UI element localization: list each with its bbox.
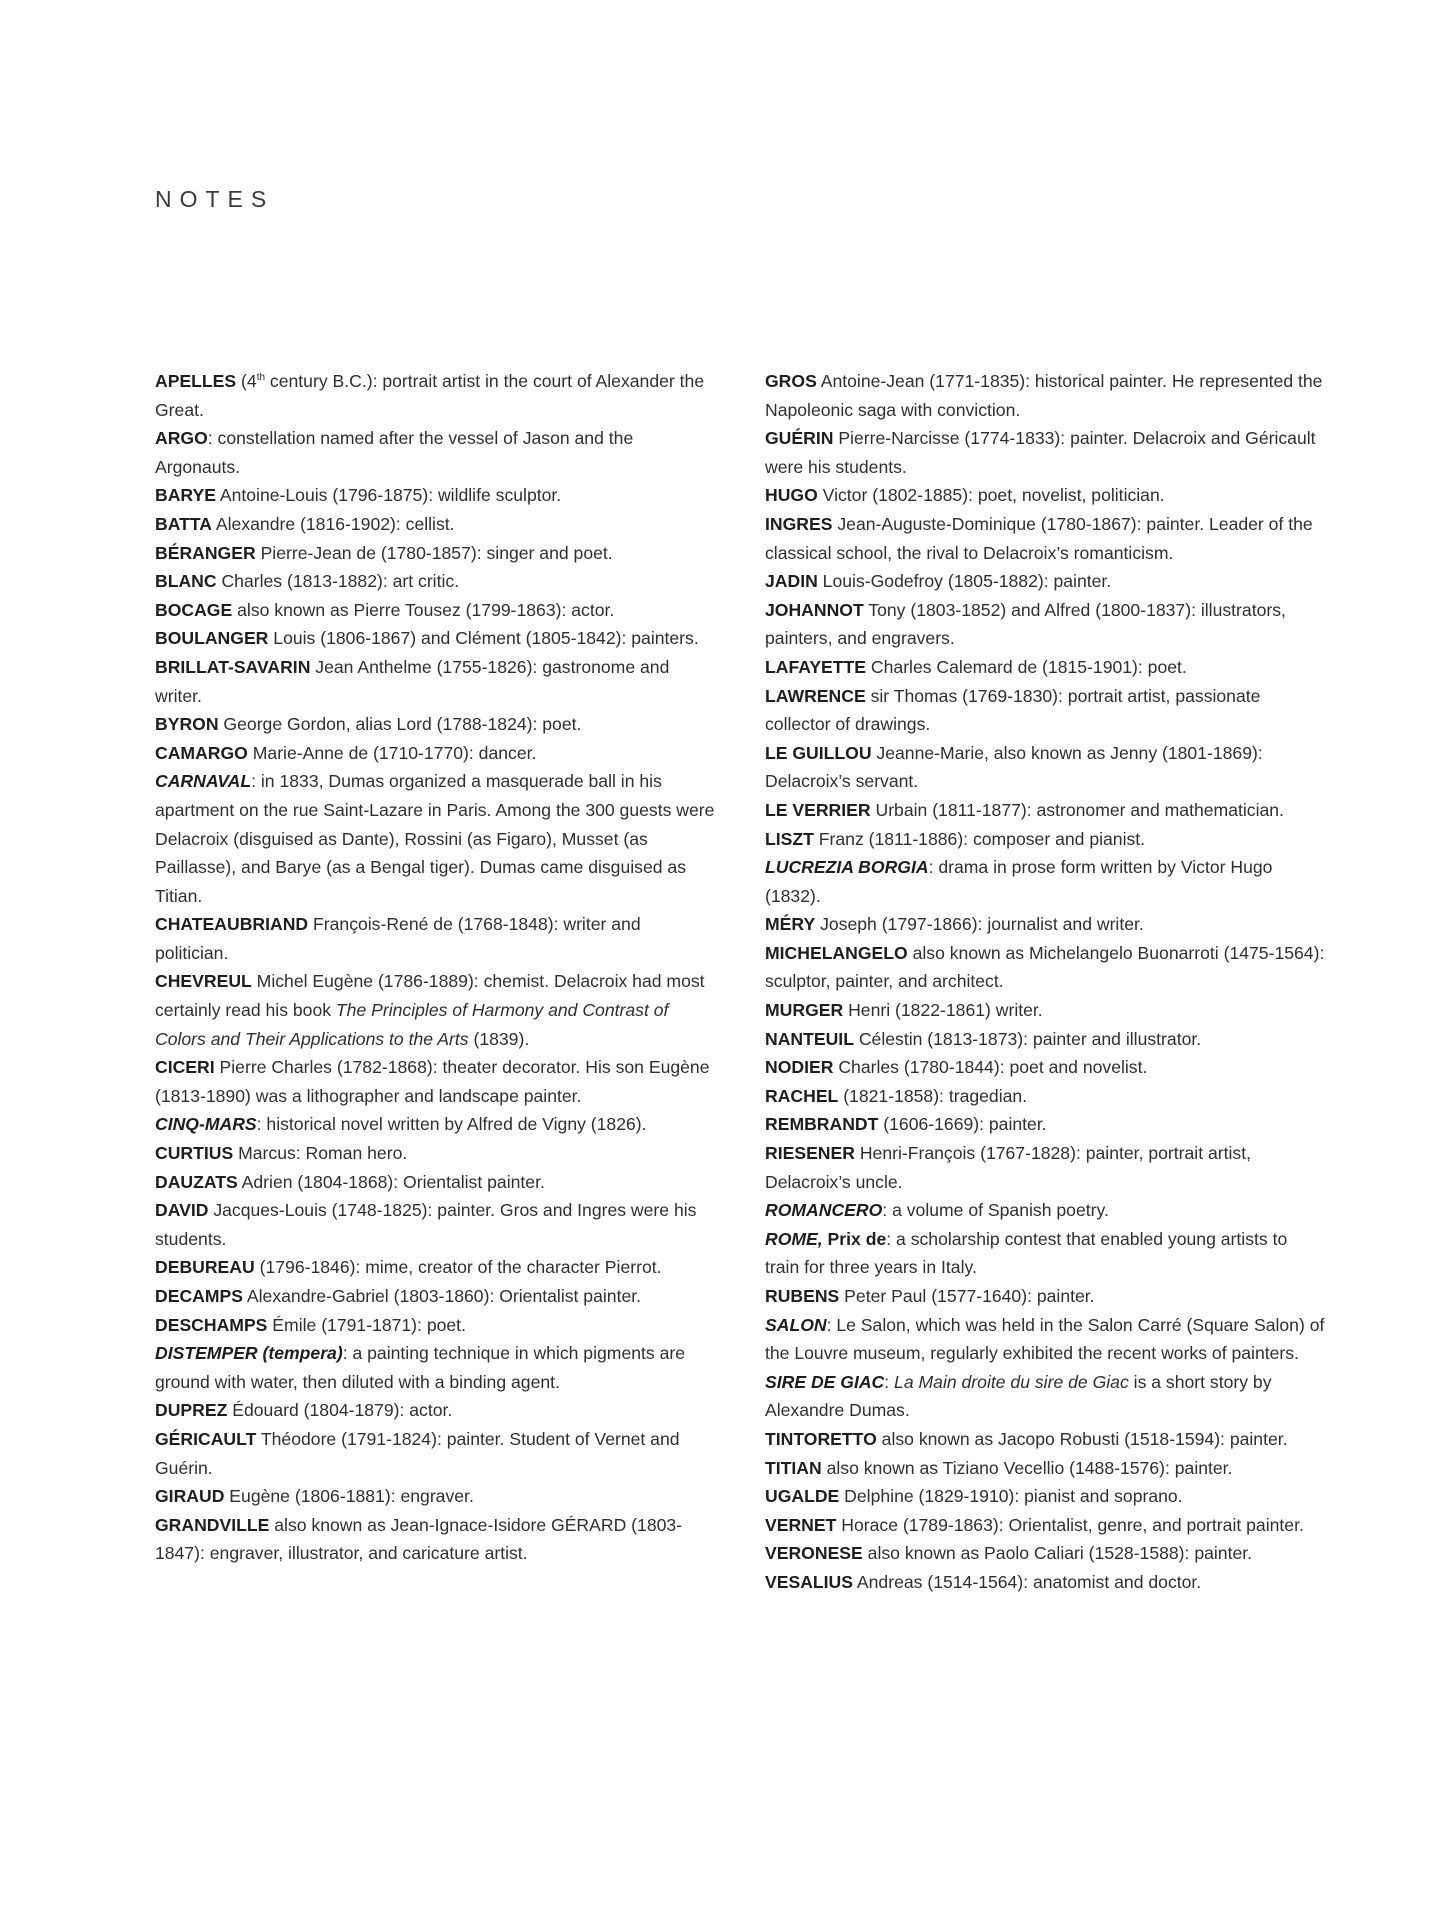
- note-term: BLANC: [155, 571, 217, 592]
- note-text: (1839).: [468, 1028, 530, 1049]
- note-text: Victor (1802-1885): poet, novelist, politician.: [817, 485, 1165, 506]
- note-term: BÉRANGER: [155, 542, 256, 563]
- note-text: Andreas (1514-1564): anatomist and doctor.: [853, 1571, 1202, 1592]
- note-text: Jean Anthelme (1755-1826): gastronome and writer.: [155, 656, 670, 706]
- note-term: INGRES: [765, 513, 833, 534]
- note-term: MICHELANGELO: [765, 942, 908, 963]
- note-entry: [765, 796, 1325, 825]
- note-entry: [765, 367, 1325, 424]
- notes-column-right: [765, 367, 1325, 1597]
- note-term: CHEVREUL: [155, 971, 252, 992]
- note-text: also known as Tiziano Vecellio (1488-1576): painter.: [821, 1457, 1233, 1478]
- note-text: th: [256, 372, 266, 384]
- note-entry: [765, 567, 1325, 596]
- note-term: CINQ-MARS: [155, 1114, 257, 1135]
- note-text: Peter Paul (1577-1640): painter.: [839, 1286, 1095, 1306]
- note-term: CHATEAUBRIAND: [155, 914, 309, 935]
- note-term: ROMANCERO: [765, 1200, 883, 1221]
- note-entry: [155, 1339, 715, 1396]
- note-term: VESALIUS: [765, 1571, 853, 1592]
- note-term: GROS: [765, 371, 817, 391]
- note-entry: [765, 1368, 1325, 1425]
- note-entry: [765, 853, 1325, 910]
- note-term: DUPREZ: [155, 1400, 228, 1421]
- note-entry: [155, 510, 715, 539]
- note-term: DAVID: [155, 1200, 209, 1221]
- note-text: Alexandre-Gabriel (1803-1860): Orientalist painter.: [242, 1286, 642, 1306]
- note-text: Eugène (1806-1881): engraver.: [224, 1486, 474, 1507]
- note-term: VERONESE: [765, 1543, 863, 1564]
- note-entry: [765, 1311, 1325, 1368]
- note-term: LE VERRIER: [765, 799, 871, 820]
- note-text: Jeanne-Marie, also known as Jenny (1801-1869): Delacroix’s servant.: [765, 742, 1263, 792]
- note-text: Franz (1811-1886): composer and pianist.: [813, 828, 1146, 849]
- note-text: (1796-1846): mime, creator of the character Pierrot.: [254, 1257, 662, 1278]
- note-text: Charles (1813-1882): art critic.: [216, 571, 460, 592]
- note-text: : historical novel written by Alfred de Vigny (1826).: [256, 1114, 647, 1135]
- note-entry: [155, 1253, 715, 1282]
- note-text: Henri-François (1767-1828): painter, portrait artist, Delacroix’s uncle.: [765, 1143, 1251, 1192]
- note-entry: [155, 624, 715, 653]
- note-term: LUCREZIA BORGIA: [765, 857, 929, 878]
- note-term: LAWRENCE: [765, 685, 866, 706]
- note-text: Louis-Godefroy (1805-1882): painter.: [817, 571, 1112, 592]
- note-entry: [765, 739, 1325, 796]
- note-entry: [765, 1511, 1325, 1540]
- note-text: (1821-1858): tragedian.: [838, 1085, 1028, 1106]
- note-text: (1606-1669): painter.: [878, 1114, 1047, 1135]
- note-term: CURTIUS: [155, 1143, 234, 1164]
- note-text: Antoine-Jean (1771-1835): historical painter. He represented the Napoleonic saga with conviction.: [765, 371, 1323, 420]
- note-entry: [765, 1454, 1325, 1483]
- note-text: George Gordon, alias Lord (1788-1824): poet.: [218, 714, 582, 735]
- note-entry: [155, 1168, 715, 1197]
- note-entry: [765, 1539, 1325, 1568]
- note-entry: [155, 653, 715, 710]
- note-entry: [765, 1225, 1325, 1282]
- note-term: BYRON: [155, 714, 219, 735]
- note-entry: [765, 1110, 1325, 1139]
- note-term: ROME,: [765, 1228, 823, 1249]
- note-text: also known as Jacopo Robusti (1518-1594): painter.: [876, 1428, 1288, 1449]
- note-text: Joseph (1797-1866): journalist and writer.: [815, 914, 1144, 935]
- note-term: RIESENER: [765, 1143, 855, 1164]
- note-term: DAUZATS: [155, 1171, 238, 1192]
- note-entry: [155, 1311, 715, 1340]
- note-entry: [155, 1396, 715, 1425]
- note-text: sir Thomas (1769-1830): portrait artist, passionate collector of drawings.: [765, 685, 1261, 735]
- note-text: The Principles of Harmony and Contrast of Colors and Their Applications to the Arts: [155, 1000, 669, 1049]
- note-text: : a volume of Spanish poetry.: [882, 1200, 1109, 1221]
- note-term: BRILLAT-SAVARIN: [155, 656, 311, 677]
- note-term: TINTORETTO: [765, 1428, 877, 1449]
- note-entry: [155, 1282, 715, 1311]
- note-term: REMBRANDT: [765, 1114, 879, 1135]
- note-term: VERNET: [765, 1514, 837, 1535]
- note-term: BOULANGER: [155, 628, 269, 649]
- note-entry: [765, 1196, 1325, 1225]
- note-text: : constellation named after the vessel of Jason and the Argonauts.: [155, 428, 634, 477]
- note-term: TITIAN: [765, 1457, 822, 1478]
- note-text: century B.C.): portrait artist in the court of Alexander the Great.: [155, 371, 705, 420]
- note-entry: [155, 567, 715, 596]
- note-term: BATTA: [155, 513, 212, 534]
- note-entry: [155, 424, 715, 481]
- note-text: also known as Michelangelo Buonarroti (1475-1564): sculptor, painter, and architect.: [765, 942, 1325, 992]
- note-term: LAFAYETTE: [765, 656, 867, 677]
- note-text: (4: [236, 371, 257, 391]
- note-text: Pierre Charles (1782-1868): theater decorator. His son Eugène (1813-1890) was a lithographer and landscape painter.: [155, 1057, 710, 1106]
- note-entry: [155, 481, 715, 510]
- note-term: LE GUILLOU: [765, 742, 872, 763]
- note-text: Henri (1822-1861) writer.: [843, 1000, 1043, 1021]
- note-term: CARNAVAL: [155, 771, 252, 792]
- note-text: Adrien (1804-1868): Orientalist painter.: [237, 1171, 545, 1192]
- note-term: HUGO: [765, 485, 818, 506]
- notes-column-left: [155, 367, 715, 1568]
- note-term: GÉRICAULT: [155, 1428, 257, 1449]
- note-text: also known as Jean-Ignace-Isidore GÉRARD (1803-1847): engraver, illustrator, and caricature artist.: [155, 1514, 683, 1564]
- note-entry: [765, 939, 1325, 996]
- note-term: SIRE DE GIAC: [765, 1371, 885, 1392]
- note-entry: [155, 910, 715, 967]
- note-text: Jean-Auguste-Dominique (1780-1867): painter. Leader of the classical school, the rival to Delacroix’s romanticism.: [765, 513, 1313, 563]
- note-term: DEBUREAU: [155, 1257, 255, 1278]
- note-text: Jacques-Louis (1748-1825): painter. Gros and Ingres were his students.: [155, 1200, 697, 1249]
- note-entry: [765, 910, 1325, 939]
- note-entry: [765, 1053, 1325, 1082]
- note-text: Urbain (1811-1877): astronomer and mathematician.: [870, 799, 1284, 820]
- note-text: also known as Pierre Tousez (1799-1863): actor.: [232, 599, 615, 620]
- note-term: Prix de: [822, 1228, 887, 1249]
- note-text: Marie-Anne de (1710-1770): dancer.: [247, 742, 537, 763]
- note-entry: [155, 967, 715, 1053]
- note-term: UGALDE: [765, 1486, 840, 1507]
- note-text: La Main droite du sire de Giac: [894, 1371, 1129, 1392]
- note-entry: [765, 653, 1325, 682]
- note-entry: [155, 367, 715, 424]
- note-term: SALON: [765, 1314, 827, 1335]
- note-term: GRANDVILLE: [155, 1514, 270, 1535]
- note-text: Pierre-Narcisse (1774-1833): painter. Delacroix and Géricault were his students.: [765, 428, 1316, 477]
- note-entry: [765, 1425, 1325, 1454]
- note-term: BOCAGE: [155, 599, 233, 620]
- note-text: Émile (1791-1871): poet.: [267, 1314, 466, 1335]
- note-term: GUÉRIN: [765, 428, 834, 449]
- note-text: :: [884, 1371, 895, 1392]
- note-entry: [765, 510, 1325, 567]
- note-entry: [155, 596, 715, 625]
- note-text: Delphine (1829-1910): pianist and soprano.: [839, 1486, 1183, 1507]
- note-term: CAMARGO: [155, 742, 248, 763]
- note-entry: [155, 1511, 715, 1568]
- note-term: DECAMPS: [155, 1286, 243, 1306]
- note-text: : Le Salon, which was held in the Salon Carré (Square Salon) of the Louvre museum, regularly exhibited the recent works of painters.: [765, 1314, 1325, 1364]
- note-term: DESCHAMPS: [155, 1314, 268, 1335]
- note-entry: [765, 1082, 1325, 1111]
- note-text: Célestin (1813-1873): painter and illustrator.: [853, 1028, 1202, 1049]
- note-text: Antoine-Louis (1796-1875): wildlife sculptor.: [215, 485, 562, 506]
- note-entry: [155, 739, 715, 768]
- note-entry: [765, 481, 1325, 510]
- note-entry: [155, 1196, 715, 1253]
- note-text: : in 1833, Dumas organized a masquerade ball in his apartment on the rue Saint-Lazare in Paris. Among the 300 guests were Delacroix (disguised as Dante), Rossini (as Figaro), Musset (as Paillasse), and Barye (as a Bengal tiger). Dumas came disguised as Titian.: [155, 771, 715, 906]
- note-text: François-René de (1768-1848): writer and politician.: [155, 914, 641, 963]
- note-entry: [765, 996, 1325, 1025]
- note-term: NANTEUIL: [765, 1028, 854, 1049]
- note-text: : a painting technique in which pigments are ground with water, then diluted with a binding agent.: [155, 1343, 686, 1392]
- note-entry: [765, 1482, 1325, 1511]
- note-text: Théodore (1791-1824): painter. Student of Vernet and Guérin.: [155, 1428, 680, 1478]
- note-text: Charles (1780-1844): poet and novelist.: [833, 1057, 1148, 1078]
- note-term: LISZT: [765, 828, 814, 849]
- note-term: JADIN: [765, 571, 818, 592]
- note-entry: [155, 1053, 715, 1110]
- note-entry: [155, 710, 715, 739]
- note-term: ARGO: [155, 428, 208, 449]
- note-term: CICERI: [155, 1057, 215, 1078]
- note-entry: [155, 539, 715, 568]
- note-term: APELLES: [155, 371, 237, 391]
- note-text: Marcus: Roman hero.: [233, 1143, 408, 1164]
- note-entry: [765, 1025, 1325, 1054]
- note-text: Charles Calemard de (1815-1901): poet.: [866, 656, 1187, 677]
- note-entry: [765, 825, 1325, 854]
- note-text: : drama in prose form written by Victor Hugo (1832).: [765, 857, 1273, 906]
- note-term: MURGER: [765, 1000, 844, 1021]
- note-term: MÉRY: [765, 914, 816, 935]
- note-text: Alexandre (1816-1902): cellist.: [212, 513, 455, 534]
- note-entry: [155, 1110, 715, 1139]
- note-entry: [765, 1139, 1325, 1196]
- note-text: Louis (1806-1867) and Clément (1805-1842): painters.: [268, 628, 699, 649]
- note-text: is a short story by Alexandre Dumas.: [765, 1371, 1272, 1421]
- note-entry: [155, 767, 715, 910]
- note-text: Pierre-Jean de (1780-1857): singer and poet.: [255, 542, 613, 563]
- note-entry: [155, 1482, 715, 1511]
- page-title: NOTES: [155, 186, 275, 212]
- note-term: JOHANNOT: [765, 599, 864, 620]
- note-text: also known as Paolo Caliari (1528-1588): painter.: [862, 1543, 1253, 1564]
- note-entry: [155, 1139, 715, 1168]
- note-term: DISTEMPER (tempera): [155, 1343, 343, 1364]
- note-entry: [765, 682, 1325, 739]
- note-text: Horace (1789-1863): Orientalist, genre, and portrait painter.: [836, 1514, 1304, 1535]
- note-term: RUBENS: [765, 1286, 840, 1306]
- note-entry: [765, 1568, 1325, 1597]
- note-text: : a scholarship contest that enabled young artists to train for three years in Italy.: [765, 1228, 1288, 1278]
- note-text: Édouard (1804-1879): actor.: [227, 1400, 453, 1421]
- note-text: Tony (1803-1852) and Alfred (1800-1837): illustrators, painters, and engravers.: [765, 599, 1286, 649]
- note-entry: [765, 424, 1325, 481]
- note-entry: [765, 596, 1325, 653]
- note-entry: [155, 1425, 715, 1482]
- note-text: Michel Eugène (1786-1889): chemist. Delacroix had most certainly read his book: [155, 971, 705, 1021]
- note-entry: [765, 1282, 1325, 1311]
- note-term: NODIER: [765, 1057, 834, 1078]
- note-term: RACHEL: [765, 1085, 839, 1106]
- note-term: BARYE: [155, 485, 216, 506]
- note-term: GIRAUD: [155, 1486, 225, 1507]
